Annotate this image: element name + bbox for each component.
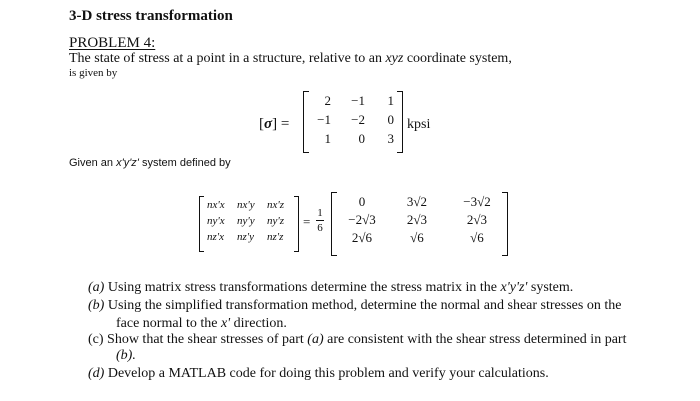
stress-cell: 3 — [387, 131, 394, 146]
direction-cosine-cell: ny'y — [237, 215, 255, 227]
part-d: (d) Develop a MATLAB code for doing this problem and verify your calculations. — [88, 366, 549, 381]
value-cell: 0 — [358, 194, 366, 209]
value-cell: 2√6 — [351, 230, 373, 245]
stress-cell: 1 — [387, 93, 394, 108]
part-c-line-1: (c) Show that the shear stresses of part (a) are consistent with the shear stress determined in part — [88, 332, 627, 347]
part-b-line-1: (b) Using the simplified transformation method, determine the normal and shear stresses on the — [88, 298, 622, 313]
value-cell: √6 — [410, 230, 424, 245]
direction-cosine-cell: nz'z — [267, 231, 284, 243]
stress-matrix-right-bracket — [397, 91, 403, 153]
stress-cell: −1 — [351, 93, 365, 108]
direction-cosine-cell: nx'z — [267, 199, 285, 211]
equals-sign: = — [303, 214, 311, 229]
stress-cell: 2 — [324, 93, 331, 108]
cosine-matrix-left-bracket — [199, 196, 204, 252]
stress-cell: 0 — [387, 112, 394, 127]
direction-cosine-cell: ny'x — [207, 215, 225, 227]
stress-matrix-label: [σ] = — [259, 116, 290, 132]
value-matrix-left-bracket — [331, 192, 337, 256]
direction-cosine-cell: nz'x — [207, 231, 225, 243]
stress-matrix — [311, 93, 394, 147]
direction-cosine-cell: nx'y — [237, 199, 255, 211]
intro-line-2: is given by — [69, 67, 118, 79]
value-cell: 2√3 — [466, 212, 488, 227]
fraction-numerator: 1 — [317, 207, 323, 219]
part-b-line-2: face normal to the x' direction. — [116, 316, 287, 331]
fraction-bar — [316, 220, 324, 221]
value-cell: −2√3 — [348, 212, 376, 227]
stress-cell: −2 — [351, 112, 365, 127]
part-a: (a) Using matrix stress transformations determine the stress matrix in the x'y'z' system. — [88, 280, 574, 295]
direction-cosine-matrix — [207, 199, 297, 243]
stress-cell: 0 — [358, 131, 365, 146]
stress-cell: 1 — [324, 131, 331, 146]
value-cell: −3√2 — [463, 194, 491, 209]
stress-units: kpsi — [407, 117, 431, 132]
cosine-matrix-right-bracket — [294, 196, 299, 252]
page-title: 3-D stress transformation — [69, 8, 233, 24]
value-cell: 3√2 — [406, 194, 428, 209]
direction-cosine-cell: ny'z — [267, 215, 285, 227]
direction-cosine-cell: nx'x — [207, 199, 225, 211]
direction-cosine-cell: nz'y — [237, 231, 255, 243]
fraction-denominator: 6 — [317, 222, 323, 234]
one-sixth-fraction — [314, 207, 326, 234]
value-cell: 2√3 — [406, 212, 428, 227]
stress-cell: −1 — [317, 112, 331, 127]
stress-matrix-left-bracket — [303, 91, 309, 153]
given-line: Given an x'y'z' system defined by — [69, 157, 231, 169]
part-c-line-2: (b). — [116, 348, 136, 363]
value-matrix-right-bracket — [502, 192, 508, 256]
value-matrix — [338, 194, 506, 246]
intro-line-1: The state of stress at a point in a structure, relative to an xyz coordinate system, — [69, 51, 512, 66]
value-cell: √6 — [470, 230, 484, 245]
problem-label: PROBLEM 4: — [69, 35, 156, 51]
